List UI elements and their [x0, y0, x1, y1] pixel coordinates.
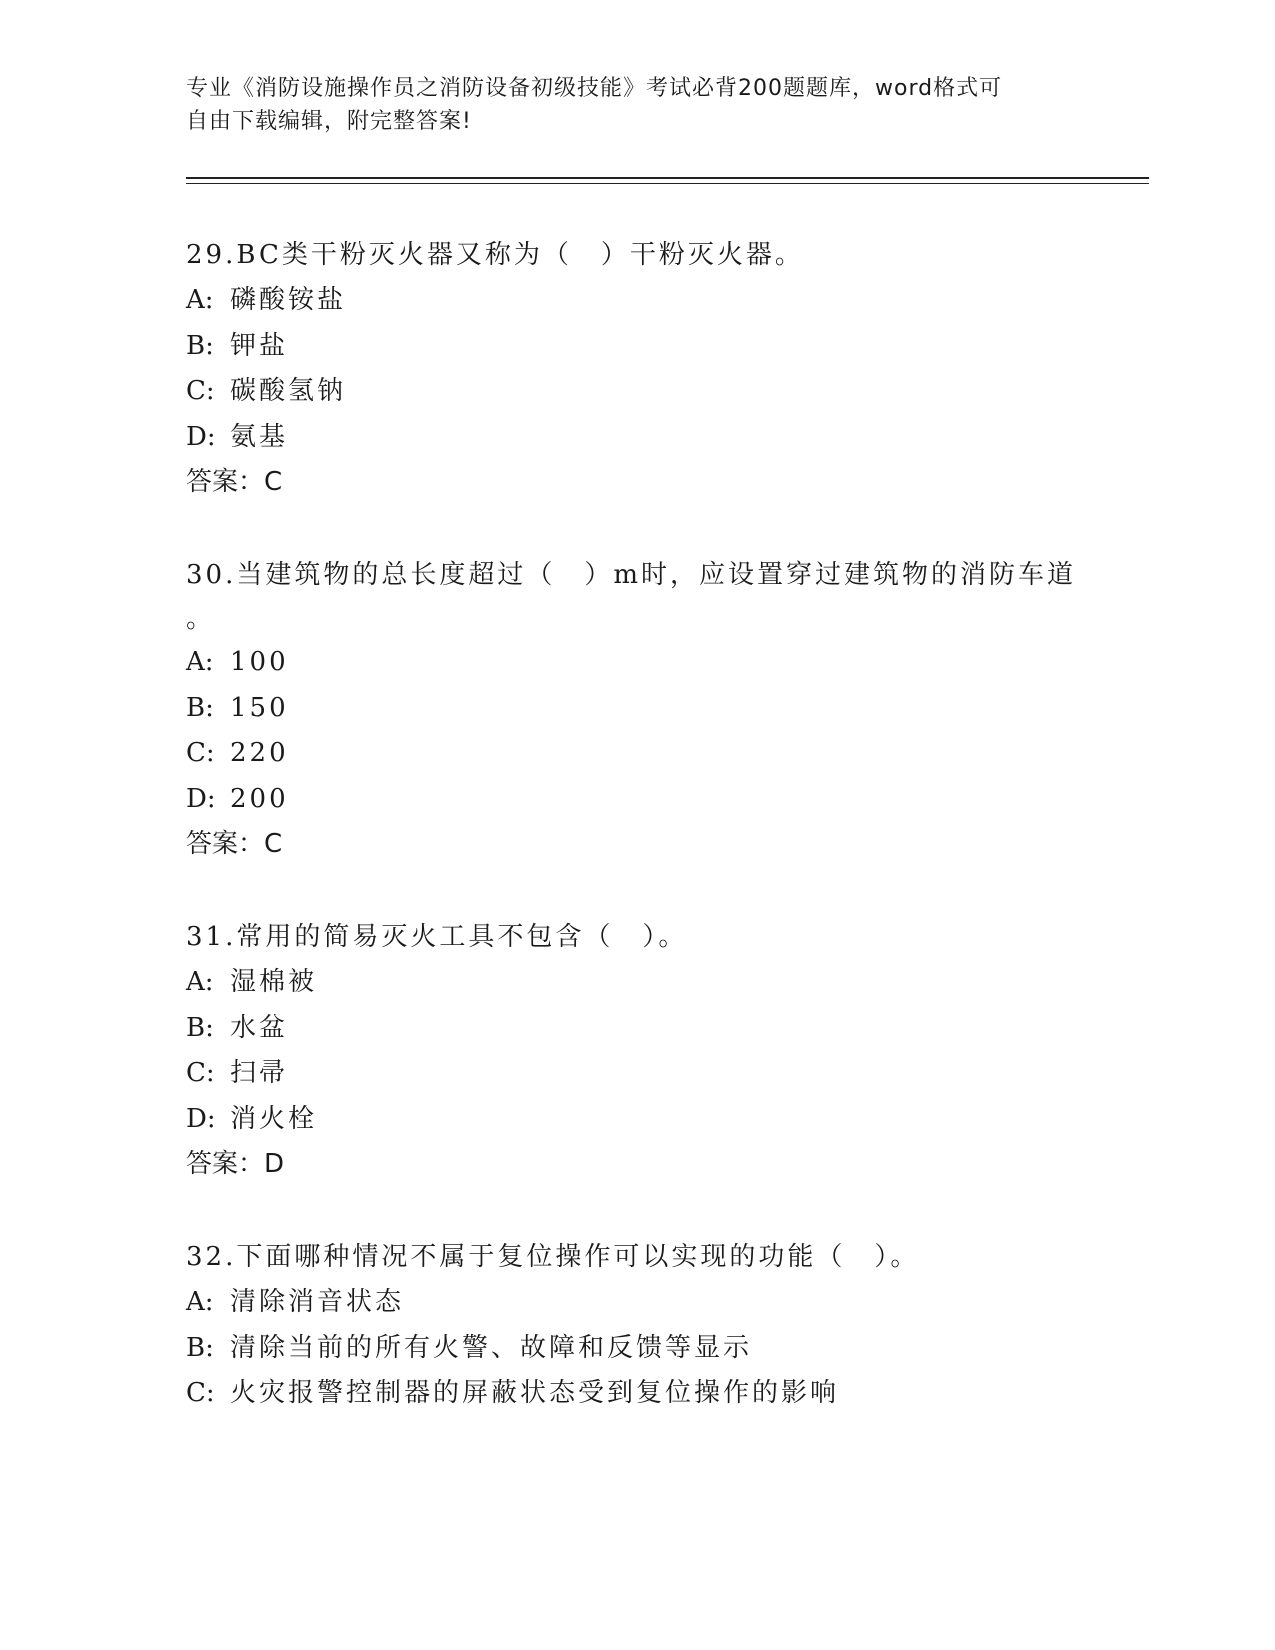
question-title-tail: 。	[186, 604, 213, 634]
question-30	[186, 552, 1106, 866]
option-text: 火灾报警控制器的屏蔽状态受到复位操作的影响	[230, 1378, 840, 1408]
option-label: B:	[186, 330, 214, 361]
option-text: 钾盐	[230, 330, 289, 361]
option-a	[186, 640, 1106, 686]
option-a	[186, 278, 1106, 324]
question-29	[186, 232, 1106, 504]
option-c	[186, 1371, 1106, 1417]
question-title: 29.BC类干粉灭火器又称为（ ）干粉灭火器。	[186, 240, 804, 270]
option-label: C:	[186, 376, 215, 406]
option-d	[186, 1097, 1106, 1143]
option-text: 碳酸氢钠	[230, 376, 347, 406]
option-b	[186, 324, 1106, 370]
question-title: 31.常用的简易灭火工具不包含（ ）。	[186, 922, 688, 952]
question-title: 30.当建筑物的总长度超过（ ）m时，应设置穿过建筑物的消防车道	[186, 560, 1077, 590]
option-label: D:	[186, 783, 216, 814]
option-label: D:	[186, 1103, 216, 1134]
option-label: C:	[186, 738, 215, 768]
option-label: D:	[186, 421, 216, 452]
option-text: 水盆	[230, 1012, 289, 1043]
answer: 答案：C	[186, 467, 283, 497]
option-text: 清除当前的所有火警、故障和反馈等显示	[230, 1332, 753, 1363]
option-text: 清除消音状态	[230, 1287, 405, 1317]
option-b	[186, 686, 1106, 732]
option-label: B:	[186, 1332, 214, 1363]
option-label: C:	[186, 1378, 215, 1408]
answer: 答案：C	[186, 829, 283, 859]
header-line-1: 专业《消防设施操作员之消防设备初级技能》考试必背200题题库，word格式可	[186, 76, 1003, 101]
option-label: A:	[186, 285, 214, 315]
option-d	[186, 415, 1106, 461]
option-label: A:	[186, 1287, 214, 1317]
header-divider	[186, 177, 1149, 184]
option-a	[186, 1280, 1106, 1326]
option-c	[186, 369, 1106, 415]
header-line-2: 自由下载编辑，附完整答案!	[186, 109, 472, 134]
option-text: 氨基	[230, 421, 289, 452]
option-text: 220	[230, 738, 289, 768]
option-b	[186, 1006, 1106, 1052]
option-d	[186, 777, 1106, 823]
option-text: 扫帚	[230, 1058, 289, 1088]
document-header	[186, 72, 1086, 138]
option-text: 150	[230, 692, 289, 723]
option-text: 湿棉被	[230, 967, 318, 997]
option-text: 100	[230, 647, 289, 677]
option-label: C:	[186, 1058, 215, 1088]
option-label: A:	[186, 967, 214, 997]
option-c	[186, 731, 1106, 777]
option-a	[186, 960, 1106, 1006]
option-b	[186, 1326, 1106, 1372]
question-list	[186, 232, 1106, 1465]
option-text: 200	[230, 783, 289, 814]
option-label: A:	[186, 647, 214, 677]
question-title: 32.下面哪种情况不属于复位操作可以实现的功能（ ）。	[186, 1242, 920, 1272]
option-c	[186, 1051, 1106, 1097]
option-text: 消火栓	[230, 1103, 318, 1134]
answer: 答案：D	[186, 1149, 285, 1179]
option-text: 磷酸铵盐	[230, 285, 347, 315]
question-31	[186, 914, 1106, 1186]
option-label: B:	[186, 692, 214, 723]
question-32	[186, 1234, 1106, 1417]
option-label: B:	[186, 1012, 214, 1043]
